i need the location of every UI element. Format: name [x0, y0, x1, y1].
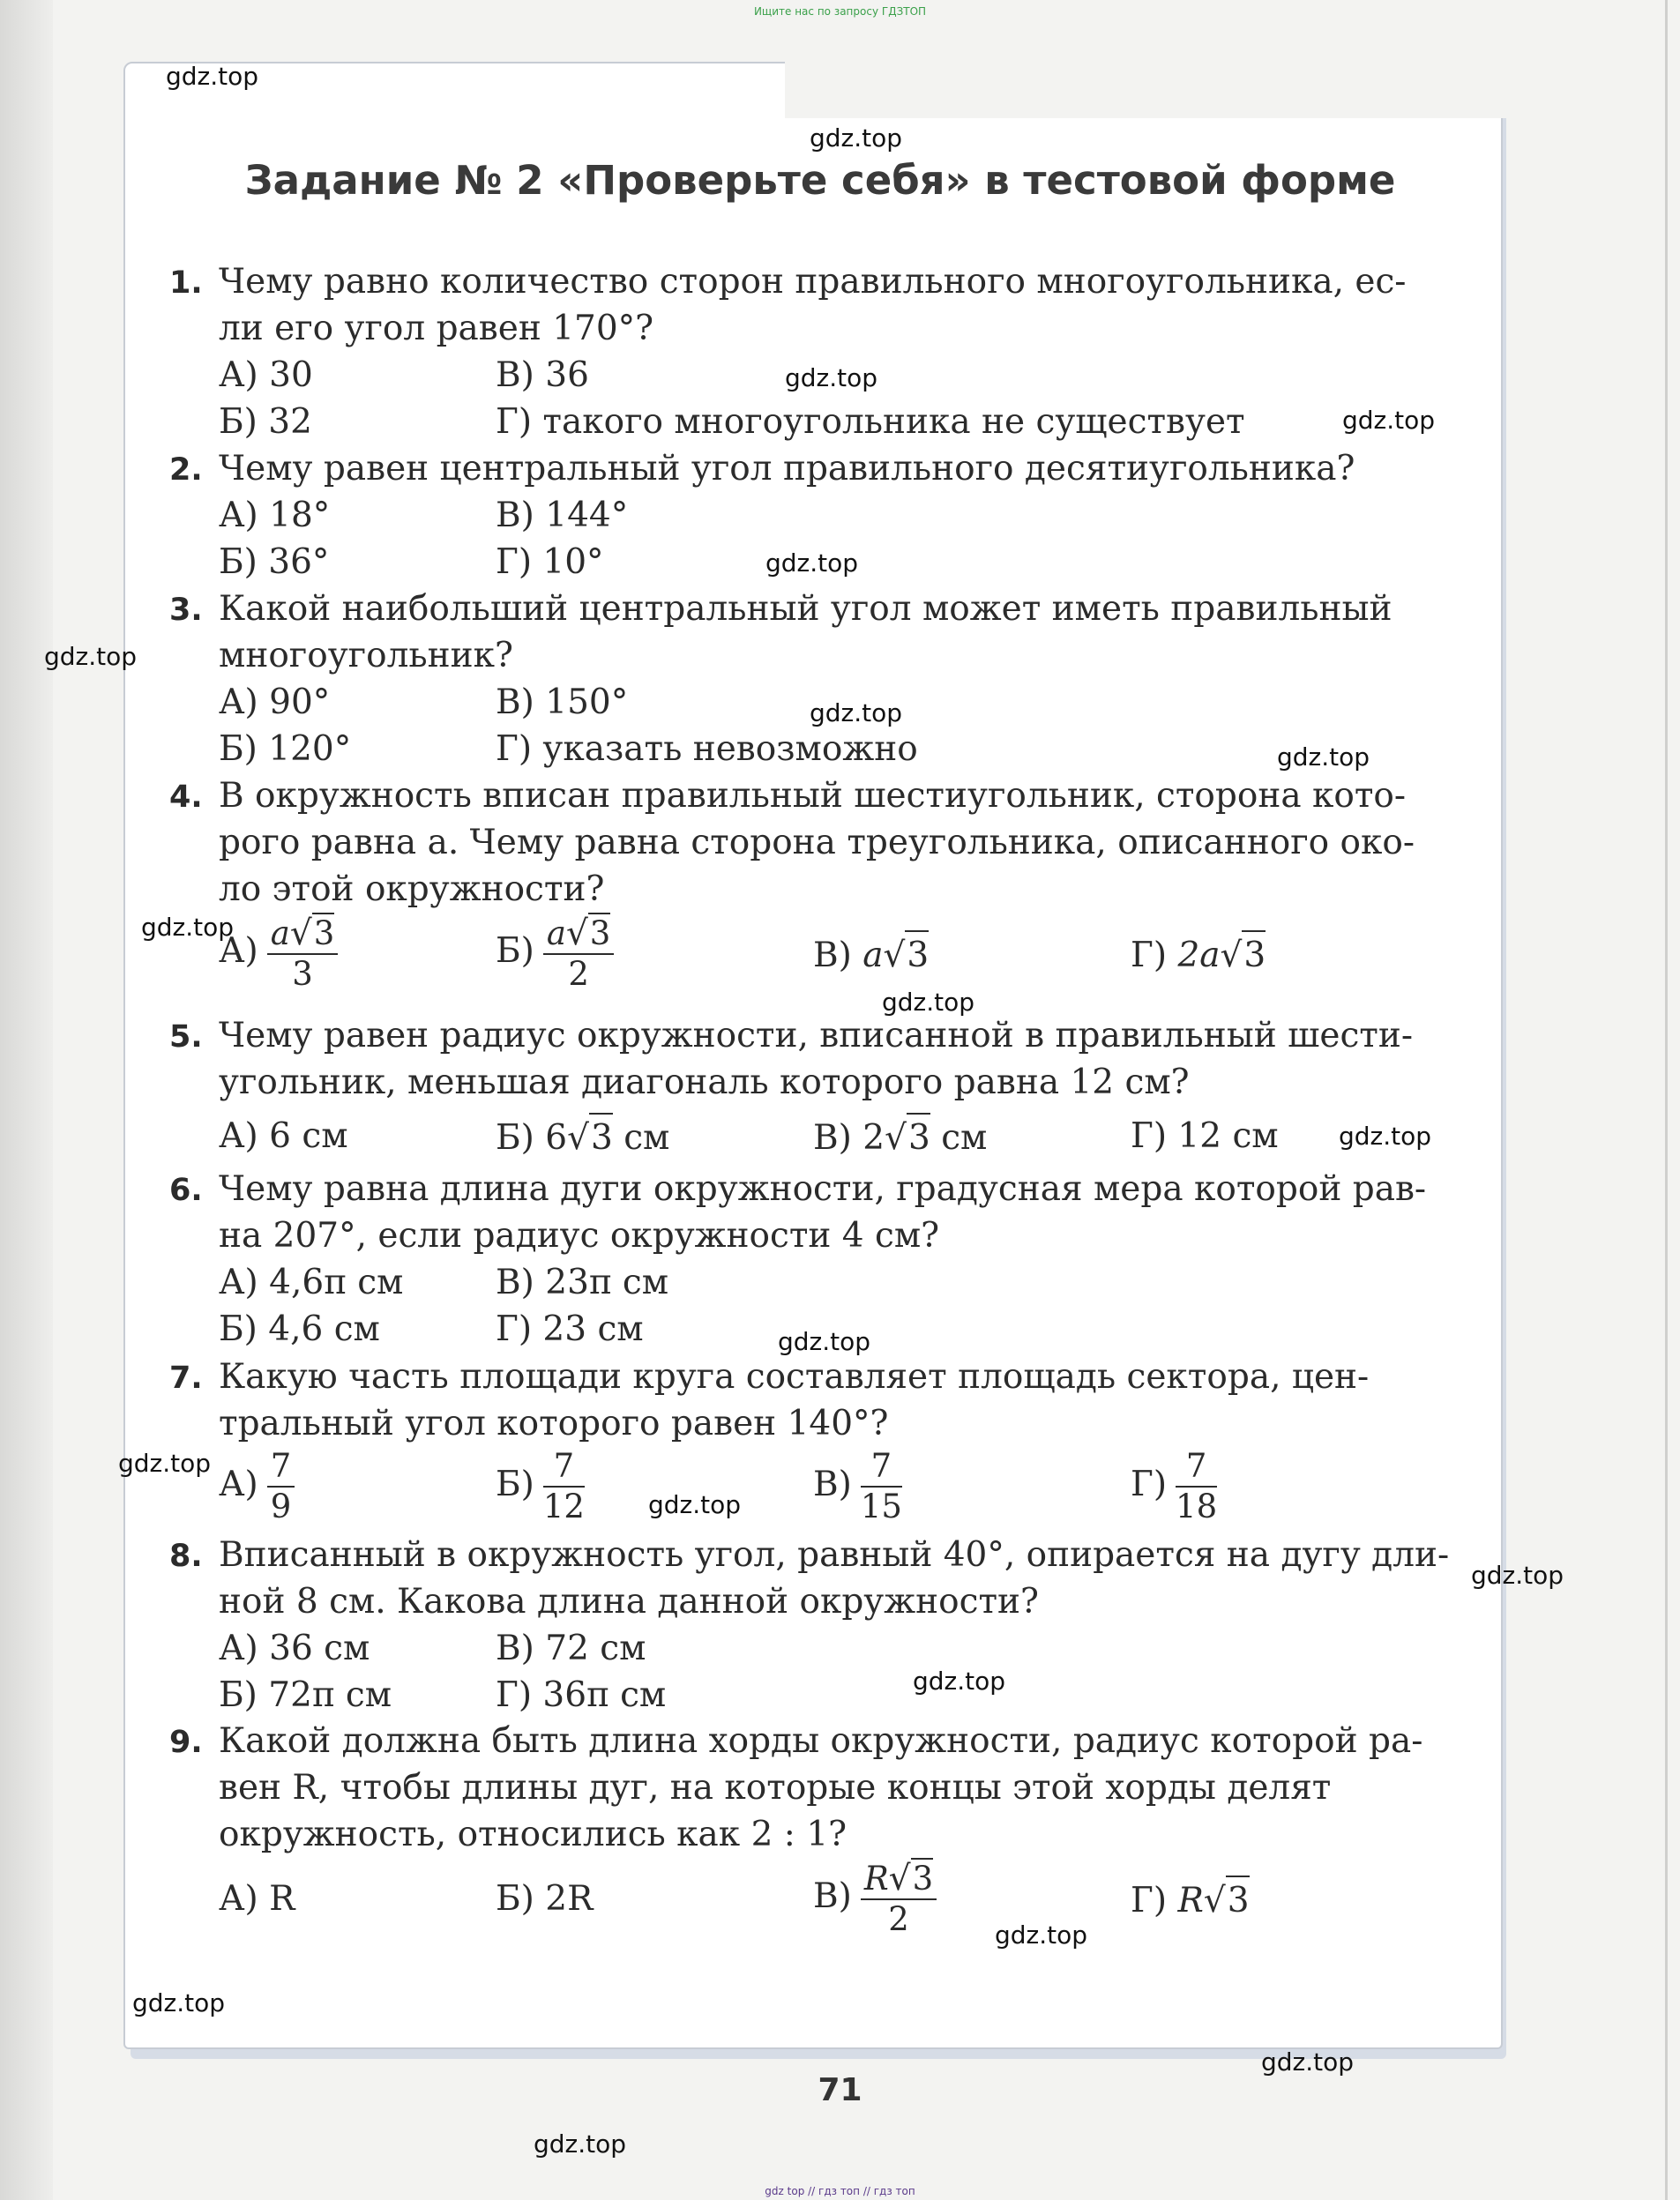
- option-value: 6: [545, 1118, 568, 1158]
- option-a: А) 36 см: [219, 1629, 370, 1668]
- radicand: 3: [905, 930, 929, 979]
- watermark: gdz.top: [778, 1327, 871, 1356]
- question-text-line: рого равна a. Чему равна сторона треугольника, описанного око-: [219, 823, 1415, 862]
- option-g: Г) 12 см: [1131, 1116, 1279, 1156]
- top-note: Ищите нас по запросу ГДЗТОП: [753, 5, 927, 18]
- watermark: gdz.top: [141, 913, 235, 942]
- question-text-line: Какой наибольший центральный угол может иметь правильный: [219, 589, 1393, 629]
- radicand: 3: [589, 914, 611, 952]
- option-a: А) 18°: [219, 496, 331, 535]
- question-text-line: ли его угол равен 170°?: [219, 309, 654, 348]
- fraction-numerator: R: [863, 1860, 889, 1898]
- option-unit: см: [623, 1118, 670, 1158]
- option-value: a: [862, 936, 884, 975]
- option-a: А) $\frac{a√3}{3}$: [219, 913, 338, 994]
- question-5: [169, 1012, 1439, 1160]
- question-text-line: Чему равен радиус окружности, вписанной в правильный шести-: [219, 1016, 1414, 1055]
- fraction-denominator: 9: [270, 1488, 292, 1525]
- watermark: gdz.top: [995, 1920, 1088, 1950]
- question-number: 4.: [169, 779, 203, 815]
- question-4: [169, 772, 1439, 994]
- question-text-line: вен R, чтобы длины дуг, на которые концы этой хорды делят: [219, 1768, 1332, 1808]
- option-b: Б) 6√3 см: [496, 1113, 669, 1161]
- watermark: gdz.top: [44, 642, 138, 671]
- fraction-denominator: 2: [568, 955, 589, 993]
- radicand: 3: [1242, 930, 1266, 979]
- option-value: 2: [862, 1118, 885, 1158]
- option-v: В) 72 см: [496, 1629, 646, 1668]
- option-v: В) 23π см: [496, 1263, 669, 1302]
- option-label: Г): [1131, 936, 1168, 975]
- option-b: Б) 120°: [219, 729, 352, 769]
- watermark: gdz.top: [534, 2129, 627, 2159]
- question-text-line: ло этой окружности?: [219, 869, 605, 909]
- option-v: В) 144°: [496, 496, 629, 535]
- watermark: gdz.top: [132, 1988, 226, 2017]
- option-a: А) 90°: [219, 682, 331, 722]
- question-1: [169, 258, 1439, 445]
- option-v: В) 150°: [496, 682, 629, 722]
- panel-notch: [785, 53, 1508, 118]
- fraction-numerator: a: [270, 914, 290, 952]
- page-title: Задание № 2 «Проверьте себя» в тестовой форме: [244, 157, 1396, 204]
- option-label: В): [813, 1118, 852, 1158]
- option-label: Б): [496, 931, 534, 971]
- fraction-denominator: 3: [292, 955, 313, 993]
- watermark: gdz.top: [913, 1667, 1006, 1696]
- option-label: В): [813, 1876, 852, 1916]
- question-number: 2.: [169, 452, 203, 488]
- option-v: В) $\frac{R√3}{2}$: [813, 1858, 937, 1939]
- page-gutter-shadow: [0, 0, 53, 2200]
- option-b: Б) 36°: [219, 542, 330, 582]
- option-v: [813, 1447, 902, 1526]
- question-text-line: угольник, меньшая диагональ которого равна 12 см?: [219, 1063, 1190, 1102]
- question-number: 9.: [169, 1725, 203, 1760]
- option-b: Б) 4,6 см: [219, 1309, 380, 1349]
- question-3: [169, 585, 1439, 772]
- option-a: А) 4,6π см: [219, 1263, 404, 1302]
- option-g: Г) 2a√3: [1131, 930, 1266, 979]
- option-b: Б) 2R: [496, 1879, 594, 1919]
- radicand: 3: [907, 1113, 930, 1161]
- watermark: gdz.top: [810, 123, 903, 153]
- option-label: Г): [1131, 1465, 1168, 1504]
- option-label: В): [813, 1465, 852, 1504]
- page-edge: [1665, 0, 1668, 2200]
- option-label: А): [219, 1465, 258, 1504]
- fraction-numerator: a: [546, 914, 566, 952]
- option-g: Г) R√3: [1131, 1876, 1250, 1924]
- question-text-line: В окружность вписан правильный шестиугольник, сторона кото-: [219, 776, 1407, 816]
- question-text-line: Чему равна длина дуги окружности, градусная мера которой рав-: [219, 1169, 1427, 1209]
- watermark: gdz.top: [648, 1490, 742, 1519]
- option-b: Б) 72π см: [219, 1675, 392, 1715]
- option-a: А) R: [219, 1879, 295, 1919]
- bottom-note: gdz top // гдз топ // гдз топ: [765, 2185, 915, 2197]
- watermark: gdz.top: [1277, 742, 1370, 772]
- option-value: 2a: [1177, 936, 1221, 975]
- radicand: 3: [1226, 1876, 1250, 1924]
- option-g: Г) такого многоугольника не существует: [496, 402, 1245, 442]
- fraction-numerator: 7: [861, 1447, 902, 1488]
- question-number: 1.: [169, 265, 203, 301]
- watermark: gdz.top: [882, 988, 975, 1017]
- question-text-line: на 207°, если радиус окружности 4 см?: [219, 1216, 940, 1256]
- fraction-denominator: 12: [542, 1488, 585, 1525]
- question-7: [169, 1354, 1439, 1528]
- watermark: gdz.top: [166, 62, 259, 91]
- option-b: Б) 32: [219, 402, 312, 442]
- watermark: gdz.top: [118, 1449, 212, 1478]
- option-label: Г): [1131, 1881, 1168, 1920]
- question-text-line: Какой должна быть длина хорды окружности, радиус которой ра-: [219, 1721, 1423, 1761]
- option-unit: см: [941, 1118, 988, 1158]
- option-label: А): [219, 931, 258, 971]
- option-g: Г) 36π см: [496, 1675, 667, 1715]
- radicand: 3: [313, 914, 335, 952]
- radicand: 3: [589, 1113, 613, 1161]
- watermark: gdz.top: [765, 548, 859, 578]
- question-number: 8.: [169, 1539, 203, 1574]
- option-a: А) 30: [219, 355, 313, 395]
- fraction-numerator: 7: [1176, 1447, 1217, 1488]
- option-g: Г) указать невозможно: [496, 729, 918, 769]
- watermark: gdz.top: [1261, 2047, 1355, 2077]
- option-g: Г) 10°: [496, 542, 604, 582]
- option-a: [219, 1447, 295, 1526]
- watermark: gdz.top: [1471, 1561, 1564, 1590]
- option-v: В) 2√3 см: [813, 1113, 987, 1161]
- question-9: [169, 1718, 1439, 1939]
- question-text-line: тральный угол которого равен 140°?: [219, 1404, 889, 1443]
- question-number: 3.: [169, 593, 203, 628]
- question-number: 6.: [169, 1173, 203, 1208]
- question-8: [169, 1532, 1450, 1719]
- question-text-line: окружность, относились как 2 : 1?: [219, 1815, 847, 1854]
- watermark: gdz.top: [785, 363, 878, 392]
- option-value: R: [1177, 1881, 1204, 1920]
- watermark: gdz.top: [810, 698, 903, 727]
- fraction-denominator: 15: [860, 1488, 902, 1525]
- question-6: [169, 1166, 1439, 1353]
- option-label: В): [813, 936, 852, 975]
- option-a: А) 6 см: [219, 1116, 348, 1156]
- fraction-denominator: 18: [1176, 1488, 1218, 1525]
- option-label: Б): [496, 1118, 534, 1158]
- option-g: Г) 23 см: [496, 1309, 644, 1349]
- fraction-denominator: 2: [888, 1900, 909, 1938]
- question-text-line: Какую часть площади круга составляет площадь сектора, цен-: [219, 1357, 1370, 1397]
- option-b: [496, 1447, 585, 1526]
- fraction-numerator: 7: [267, 1447, 295, 1488]
- option-g: [1131, 1447, 1217, 1526]
- option-v: В) a√3: [813, 930, 929, 979]
- radicand: 3: [912, 1860, 934, 1898]
- question-text-line: ной 8 см. Какова длина данной окружности?: [219, 1582, 1039, 1622]
- question-text-line: Чему равен центральный угол правильного десятиугольника?: [219, 449, 1355, 488]
- question-number: 5.: [169, 1019, 203, 1055]
- watermark: gdz.top: [1342, 406, 1436, 435]
- option-b: Б) $\frac{a√3}{2}$: [496, 913, 614, 994]
- option-label: Б): [496, 1465, 534, 1504]
- question-text-line: Чему равно количество сторон правильного многоугольника, ес-: [219, 262, 1407, 302]
- option-v: В) 36: [496, 355, 589, 395]
- watermark: gdz.top: [1339, 1122, 1432, 1151]
- page-number: 71: [818, 2072, 862, 2108]
- question-text-line: Вписанный в окружность угол, равный 40°, опирается на дугу дли-: [219, 1535, 1450, 1575]
- fraction-numerator: 7: [543, 1447, 585, 1488]
- question-number: 7.: [169, 1361, 203, 1396]
- question-text-line: многоугольник?: [219, 636, 513, 675]
